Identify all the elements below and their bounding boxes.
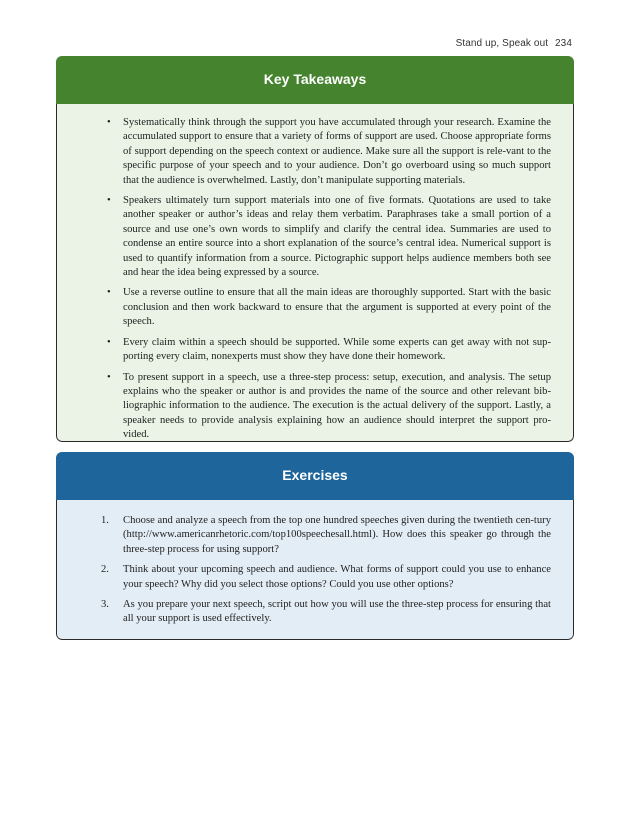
exercise-number: 1.: [101, 515, 109, 526]
key-takeaways-title: Key Takeaways: [56, 56, 574, 104]
takeaway-item: • Speakers ultimately turn support materials into one of five formats. Quotations are used to take another speaker or author’s ideas and relay them verbatim. Paraphrases take a small portion of a source and use one’s own words to simplify and clarify the central idea. Summaries are used to condense an entire source into a short explanation of the source’s central idea. Numerical support is used to quantify information from a source. Pictographic support helps audience members both see and hear the idea being expressed by a source.: [105, 194, 551, 280]
exercises-box: [56, 452, 574, 640]
takeaway-item: • Systematically think through the support you have accumulated through your research. Examine the accumulated support to ensure that a variety of forms of support are used. Choose appropriate forms of support depending on the speech context or audience. Make sure all the support is rele-vant to the specific purpose of your speech and to your audience. Don’t go overboard using so much support that the audience is overwhelmed. Lastly, don’t manipulate supporting materials.: [105, 116, 551, 188]
page-number: 234: [555, 38, 572, 49]
exercise-item: [101, 563, 551, 592]
key-takeaways-list: [105, 116, 551, 442]
running-header-title: Stand up, Speak out: [455, 38, 549, 49]
exercise-number: 3.: [101, 599, 109, 611]
running-header: [456, 38, 572, 49]
exercise-item: [101, 514, 551, 557]
exercises-title: Exercises: [56, 452, 574, 500]
exercises-body: [56, 500, 574, 640]
takeaway-item: • Every claim within a speech should be supported. While some experts can get away with not sup-porting every claim, nonexperts must show they have done their homework.: [105, 336, 551, 365]
takeaway-item: • Use a reverse outline to ensure that all the main ideas are thoroughly supported. Start with the basic conclusion and then work backward to ensure that the argument is supported at every point of the speech.: [105, 286, 551, 329]
exercises-list: [101, 514, 551, 627]
exercise-item: [101, 598, 551, 627]
exercise-text: Think about your upcoming speech and audience. What forms of support could you use to enhance your speech? Why did you select those options? Could you use other options?: [123, 564, 551, 590]
exercise-text: Choose and analyze a speech from the top one hundred speeches given during the twentieth cen-tury (http://www.americanrhetoric.com/top100speechesall.html). How does this speaker go through the three-step process for using support?: [123, 515, 551, 555]
key-takeaways-box: [56, 56, 574, 442]
exercise-text: As you prepare your next speech, script out how you will use the three-step process for ensuring that all your support is used effectively.: [123, 599, 551, 625]
key-takeaways-body: [56, 104, 574, 442]
exercise-number: 2.: [101, 564, 109, 576]
takeaway-item: • To present support in a speech, use a three-step process: setup, execution, and analysis. The setup explains who the speaker or author is and provides the name of the source and other relevant bib-liographic information to the audience. The execution is the actual delivery of the support. Lastly, a speaker needs to provide analysis explaining how an audience should interpret the support pro-vided.: [105, 371, 551, 443]
